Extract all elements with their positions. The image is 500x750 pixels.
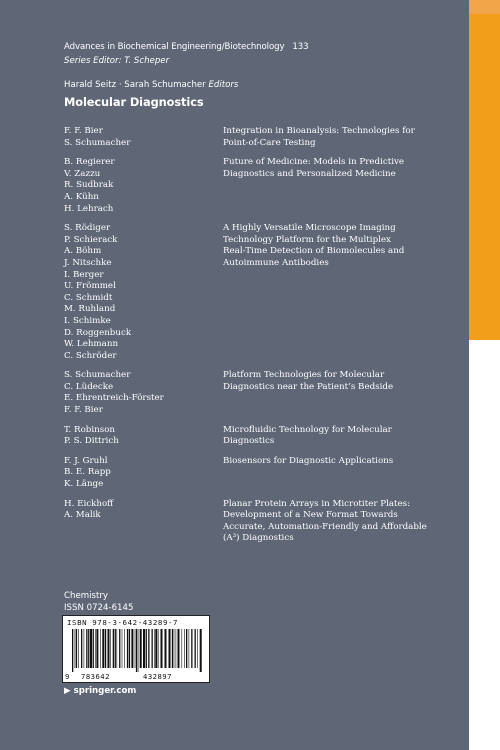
chapter-title-line: Point-of-Care Testing xyxy=(223,137,316,148)
author-name: C. Schröder xyxy=(64,350,117,361)
author-name: V. Zazzu xyxy=(64,168,101,179)
accent-strip xyxy=(469,14,500,340)
chapter-title xyxy=(223,157,433,215)
author-name: B. Regierer xyxy=(64,157,115,168)
chapter-title-line: Autoimmune Antibodies xyxy=(223,257,329,268)
barcode-bar xyxy=(158,629,159,668)
chapter-title-line: A Highly Versatile Microscope Imaging xyxy=(223,223,396,234)
barcode-bar xyxy=(191,629,192,668)
barcode-bar xyxy=(124,629,125,668)
barcode-bar xyxy=(165,629,167,668)
contents-entry xyxy=(64,157,464,215)
author-name: K. Länge xyxy=(64,479,104,490)
chapter-title xyxy=(223,370,433,416)
chapter-title-line: Technology Platform for the Multiplex xyxy=(223,234,391,245)
chapter-title xyxy=(223,499,433,545)
barcode-bar xyxy=(200,629,202,672)
barcode-bar xyxy=(186,629,187,668)
author-name: C. Lüdecke xyxy=(64,381,114,392)
book-title: Molecular Diagnostics xyxy=(64,95,204,109)
chapter-title xyxy=(223,456,433,491)
barcode-bar xyxy=(172,629,173,668)
chapter-authors xyxy=(64,456,223,491)
barcode-bar xyxy=(161,629,163,668)
barcode-bar xyxy=(93,629,94,668)
barcode-bar xyxy=(117,629,118,668)
contents-entry xyxy=(64,456,464,491)
issn-label: ISSN 0724-6145 xyxy=(64,602,134,613)
author-name: S. Schumacher xyxy=(64,370,131,381)
chapter-authors xyxy=(64,370,223,416)
barcode-bar xyxy=(75,629,76,668)
barcode-bar xyxy=(78,629,79,668)
author-name: E. Ehrentreich-Förster xyxy=(64,393,164,404)
barcode-bar xyxy=(195,629,196,668)
book-editors xyxy=(64,80,238,90)
chapter-authors xyxy=(64,126,223,149)
barcode-bar xyxy=(148,629,149,668)
chapter-title-line: Planar Protein Arrays in Microtiter Plates: xyxy=(223,498,411,509)
barcode-bar xyxy=(140,629,142,668)
barcode-bar xyxy=(174,629,175,668)
accent-strip-top xyxy=(469,0,500,14)
barcode-bar xyxy=(127,629,128,668)
barcode-bar xyxy=(84,629,85,668)
barcode-bar xyxy=(72,629,73,672)
website-label: springer.com xyxy=(73,686,137,696)
barcode-bar xyxy=(182,629,183,668)
chapter-title-line: Real-Time Detection of Biomolecules and xyxy=(223,246,405,257)
chapter-authors xyxy=(64,157,223,215)
series-line xyxy=(64,40,464,55)
chapter-title-line: (A³) Diagnostics xyxy=(223,533,294,544)
editors-role: Editors xyxy=(208,80,239,90)
isbn-label: ISBN 978-3-642-43289-7 xyxy=(67,618,179,627)
barcode-bars xyxy=(72,629,202,672)
series-volume: 133 xyxy=(292,42,309,52)
chapter-title-line: Development of a New Format Towards xyxy=(223,510,398,521)
author-name: A. Kühn xyxy=(64,191,99,202)
chapter-title-line: Diagnostics near the Patient’s Bedside xyxy=(223,381,394,392)
barcode-bar xyxy=(110,629,111,668)
barcode-bar xyxy=(86,629,87,668)
author-name: I. Schimke xyxy=(64,315,111,326)
author-name: U. Frömmel xyxy=(64,281,116,292)
author-name: M. Ruhland xyxy=(64,304,116,315)
barcode-bar xyxy=(90,629,92,668)
chapter-authors xyxy=(64,223,223,362)
author-name: C. Schmidt xyxy=(64,292,113,303)
author-name: T. Robinson xyxy=(64,424,116,435)
contents-entry xyxy=(64,223,464,362)
chapter-title-line: Accurate, Automation-Friendly and Affordable xyxy=(223,521,427,532)
author-name: D. Roggenbuck xyxy=(64,327,132,338)
barcode-digit-prefix: 9 xyxy=(65,672,70,681)
barcode-bar xyxy=(115,629,116,668)
subject-label: Chemistry xyxy=(64,591,108,601)
barcode-bar xyxy=(105,629,106,668)
series-editor: Series Editor: T. Scheper xyxy=(64,56,170,66)
barcode-digits-left: 783642 xyxy=(81,672,110,681)
barcode-bar xyxy=(135,629,136,668)
contents-entry xyxy=(64,370,464,416)
barcode-bar xyxy=(129,629,130,668)
author-name: P. Schierack xyxy=(64,234,118,245)
barcode-bar xyxy=(152,629,153,668)
author-name: F. F. Bier xyxy=(64,405,103,416)
chapter-title-line: Platform Technologies for Molecular xyxy=(223,370,385,381)
barcode-bar xyxy=(197,629,198,668)
chapter-title xyxy=(223,425,433,448)
chapter-authors xyxy=(64,425,223,448)
barcode-bar xyxy=(102,629,104,668)
publisher-website[interactable] xyxy=(64,686,136,696)
author-name: A. Böhm xyxy=(64,246,102,257)
author-name: H. Eickhoff xyxy=(64,498,114,509)
barcode-bar xyxy=(96,629,98,668)
barcode-bar xyxy=(146,629,147,668)
barcode-bar xyxy=(178,629,180,668)
barcode-bar xyxy=(138,629,139,672)
chapter-title-line: Diagnostics xyxy=(223,436,275,447)
barcode-bar xyxy=(95,629,96,668)
author-name: S. Schumacher xyxy=(64,137,131,148)
barcode-bar xyxy=(108,629,110,668)
isbn-barcode xyxy=(62,615,210,683)
barcode-bar xyxy=(184,629,185,668)
author-name: A. Malik xyxy=(64,510,101,521)
chapter-title-line: Future of Medicine: Models in Predictive xyxy=(223,157,405,168)
author-name: R. Sudbrak xyxy=(64,180,114,191)
barcode-bar xyxy=(100,629,101,668)
chapter-authors xyxy=(64,499,223,545)
barcode-bar xyxy=(81,629,82,668)
author-name: W. Lehmann xyxy=(64,339,119,350)
barcode-bar xyxy=(143,629,145,668)
author-name: F. F. Bier xyxy=(64,126,103,136)
contents-entry xyxy=(64,425,464,448)
author-name: S. Rödiger xyxy=(64,223,111,234)
barcode-bar xyxy=(122,629,123,668)
barcode-bar xyxy=(88,629,89,668)
barcode-bar xyxy=(189,629,190,668)
barcode-bar xyxy=(154,629,155,668)
author-name: F. J. Gruhl xyxy=(64,455,108,466)
arrow-icon: ▶ xyxy=(64,686,71,696)
editor-names: Harald Seitz · Sarah Schumacher xyxy=(64,80,206,90)
author-name: I. Berger xyxy=(64,269,104,280)
chapter-title-line: Microfluidic Technology for Molecular xyxy=(223,424,392,435)
author-name: J. Nitschke xyxy=(64,257,112,268)
series-name: Advances in Biochemical Engineering/Biotechnology xyxy=(64,42,285,52)
chapter-title-line: Integration in Bioanalysis: Technologies for xyxy=(223,126,415,136)
author-name: P. S. Dittrich xyxy=(64,436,119,447)
subject-block xyxy=(64,591,133,614)
contents-entry xyxy=(64,126,464,149)
chapter-title-line: Biosensors for Diagnostic Applications xyxy=(223,455,394,466)
barcode-bar xyxy=(169,629,171,668)
author-name: H. Lehrach xyxy=(64,203,114,214)
barcode-bar xyxy=(176,629,177,668)
barcode-digits-right: 432897 xyxy=(143,672,172,681)
barcode-bar xyxy=(136,629,137,672)
chapter-title xyxy=(223,223,433,362)
chapter-title-line: Diagnostics and Personalized Medicine xyxy=(223,168,396,179)
barcode-bar xyxy=(155,629,157,668)
barcode-bar xyxy=(113,629,114,668)
chapter-title xyxy=(223,126,433,149)
barcode-bar xyxy=(119,629,120,668)
author-name: B. E. Rapp xyxy=(64,467,111,478)
table-of-contents xyxy=(64,126,464,553)
barcode-bar xyxy=(76,629,77,668)
barcode-bar xyxy=(131,629,133,668)
contents-entry xyxy=(64,499,464,545)
